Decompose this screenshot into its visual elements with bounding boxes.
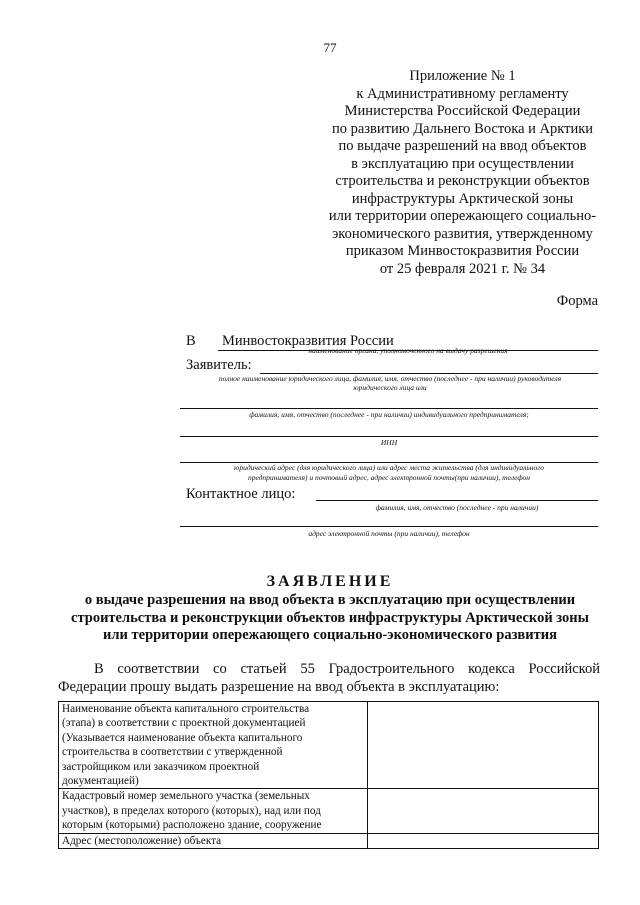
contact-label: Контактное лицо:	[186, 486, 296, 502]
contact-caption: фамилия, имя, отчество (последнее - при наличии)	[375, 503, 539, 512]
recipient-caption: наименование органа, уполномоченного на выдачу разрешения	[308, 346, 508, 355]
appendix-line: приказом Минвостокразвития России	[345, 243, 580, 259]
contact-phone-line	[180, 526, 598, 527]
applicant-caption: юридического лица или	[353, 383, 427, 392]
address-caption: юридический адрес (для юридического лица) или адрес места жительства (для индивидуального	[234, 463, 544, 472]
inn-line	[180, 436, 598, 437]
applicant-name-line	[180, 408, 598, 409]
contact-phone-caption: адрес электронной почты (при наличии), телефон	[308, 529, 470, 538]
table-row	[59, 833, 599, 848]
appendix-header	[290, 68, 635, 278]
cell-line: которым (которыми) расположено здание, сооружение	[62, 819, 322, 832]
cell-line: (Указывается наименование объекта капитального	[62, 731, 303, 744]
page-number: 77	[323, 40, 337, 55]
cell-line: Адрес (местоположение) объекта	[62, 834, 222, 847]
appendix-line: по развитию Дальнего Востока и Арктики	[331, 120, 594, 137]
cell-line: участков), в пределах которого (которых), над или под	[62, 804, 321, 817]
table-cell-value[interactable]	[368, 789, 599, 833]
appendix-line: или территории опережающего социально-	[328, 208, 597, 224]
appendix-line: строительства и реконструкции объектов	[335, 173, 590, 189]
table-cell-label	[59, 833, 368, 848]
applicant-caption: полное наименование юридического лица, фамилия, имя, отчество (последнее - при наличии) руководителя	[218, 374, 562, 383]
intro-line: В соответствии со статьей 55 Градостроительного кодекса Российской	[94, 661, 600, 677]
inn-caption: ИНН	[380, 438, 398, 447]
contact-line	[316, 500, 598, 501]
appendix-line: по выдаче разрешений на ввод объектов	[338, 138, 587, 154]
subtitle-line: о выдаче разрешения на ввод объекта в эксплуатацию при осуществлении	[84, 592, 576, 608]
statement-subtitle	[40, 592, 620, 645]
intro-paragraph	[58, 660, 600, 696]
cell-line: строительства в соответствии с утвержденной	[62, 746, 283, 759]
cell-line: Наименование объекта капитального строительства	[62, 703, 310, 715]
statement-title: ЗАЯВЛЕНИЕ	[266, 573, 394, 590]
intro-line: Федерации прошу выдать разрешение на ввод объекта в эксплуатацию:	[58, 679, 500, 695]
appendix-line: к Административному регламенту	[356, 85, 569, 102]
appendix-line: от 25 февраля 2021 г. № 34	[379, 260, 546, 277]
table-cell-label	[59, 789, 368, 833]
application-table	[58, 701, 599, 849]
table-cell-value[interactable]	[368, 702, 599, 789]
cell-line: Кадастровый номер земельного участка (земельных	[62, 790, 310, 803]
appendix-line: в эксплуатацию при осуществлении	[351, 155, 574, 172]
form-label: Форма	[556, 293, 598, 309]
table-cell-label	[59, 702, 368, 789]
cell-line: документацией)	[62, 775, 139, 788]
table-row	[59, 702, 599, 789]
cell-line: (этапа) в соответствии с проектной документацией	[62, 717, 306, 730]
cell-line: застройщиком или заказчиком проектной	[62, 760, 260, 773]
subtitle-line: строительства и реконструкции объектов инфраструктуры Арктической зоны	[71, 609, 589, 626]
table-row	[59, 789, 599, 833]
appendix-line: Приложение № 1	[409, 68, 516, 84]
appendix-line: инфраструктуры Арктической зоны	[351, 190, 574, 207]
recipient-prefix: В	[186, 333, 196, 349]
subtitle-line: или территории опережающего социально-экономического развития	[103, 627, 557, 643]
applicant-name-caption: фамилия, имя, отчество (последнее - при наличии) индивидуального предпринимателя;	[249, 410, 529, 419]
appendix-line: экономического развития, утвержденному	[332, 225, 593, 242]
table-cell-value[interactable]	[368, 833, 599, 848]
address-caption: предпринимателя) и почтовый адрес, адрес электронной почты(при наличии), телефон	[247, 473, 531, 482]
applicant-label: Заявитель:	[186, 357, 252, 373]
recipient-value: Минвостокразвития России	[222, 333, 394, 349]
appendix-line: Министерства Российской Федерации	[344, 103, 581, 119]
